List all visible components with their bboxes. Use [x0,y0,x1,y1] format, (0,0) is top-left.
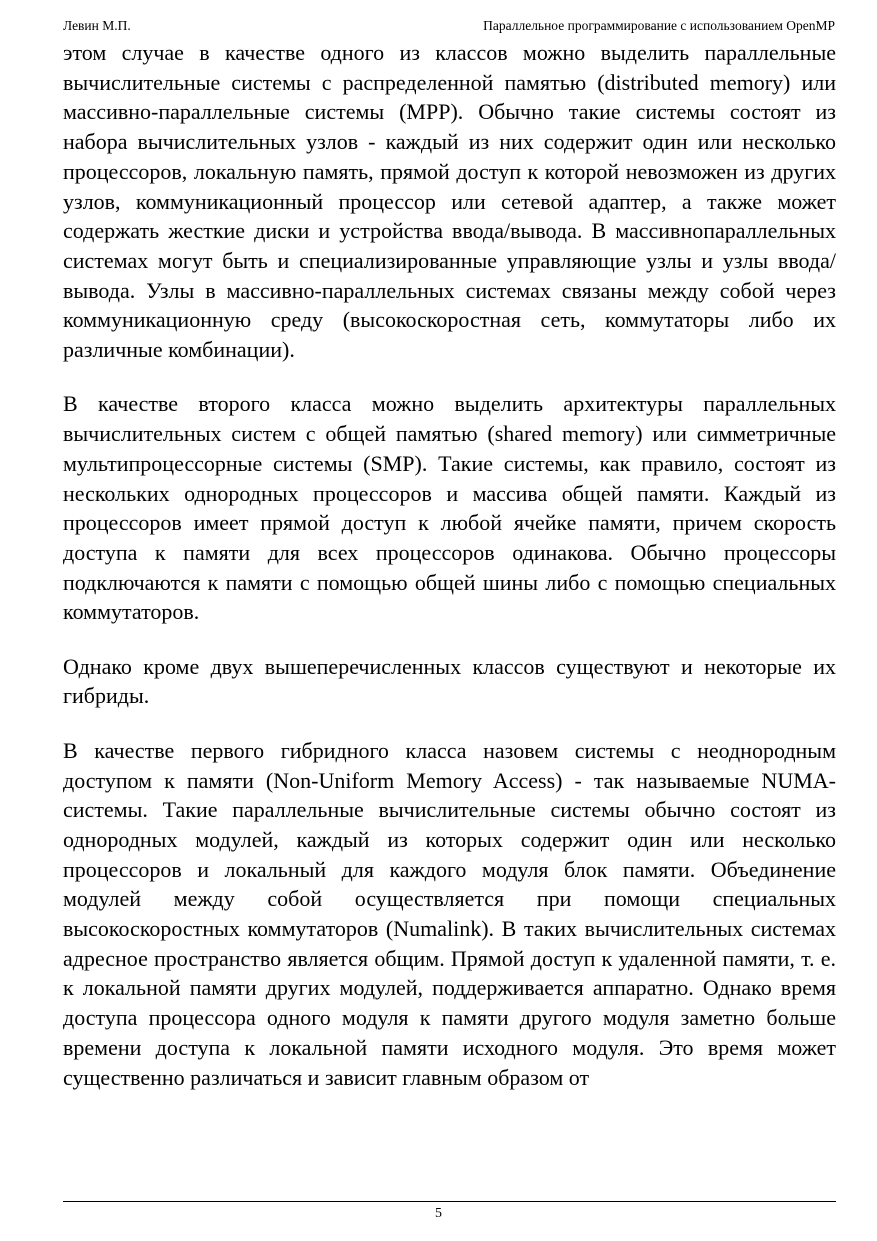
paragraph-distributed-memory: этом случае в качестве одного из классов можно выделить параллельные вычислительные системы с распределенной памятью (distributed memory) или массивно-параллельные системы (MPP). Обычно такие системы состоят из набора вычислительных узлов - каждый из них содержит один или несколько процессоров, локальную память, прямой доступ к которой невозможен из других узлов, коммуникационный процессор или сетевой адаптер, а также может содержать жесткие диски и устройства ввода/вывода. В массивнопараллельных системах могут быть и специализированные управляющие узлы и узлы ввода/вывода. Узлы в массивно-параллельных системах связаны между собой через коммуникационную среду (высокоскоростная сеть, коммутаторы либо их различные комбинации). [63,40,836,363]
paragraph-numa: В качестве первого гибридного класса назовем системы с неоднородным доступом к памяти (Non-Uniform Memory Access) - так называемые NUMA-системы. Такие параллельные вычислительные системы обычно состоят из однородных модулей, каждый из которых содержит один или несколько процессоров и локальный для каждого модуля блок памяти. Объединение модулей между собой осуществляется при помощи специальных высокоскоростных коммутаторов (Numalink). В таких вычислительных системах адресное пространство является общим. Прямой доступ к удаленной памяти, т. е. к локальной памяти других модулей, поддерживается аппаратно. Однако время доступа процессора одного модуля к памяти другого модуля заметно больше времени доступа к локальной памяти исходного модуля. Это время может существенно различаться и зависит главным образом от [63,737,836,1090]
paragraph-shared-memory: В качестве второго класса можно выделить архитектуры параллельных вычислительных систем с общей памятью (shared memory) или симметричные мультипроцессорные системы (SMP). Такие системы, как правило, состоят из нескольких однородных процессоров и массива общей памяти. Каждый из процессоров имеет прямой доступ к любой ячейке памяти, причем скорость доступа к памяти для всех процессоров одинакова. Обычно процессоры подключаются к памяти с помощью общей шины либо с помощью специальных коммутаторов. [63,391,836,625]
paragraph-hybrids: Однако кроме двух вышеперечисленных классов существуют и некоторые их гибриды. [63,653,836,709]
footer-divider [63,1201,836,1202]
page-body [63,38,836,1092]
header-title: Параллельное программирование с использованием OpenMP [483,18,835,33]
page-header [63,16,835,36]
header-author: Левин М.П. [63,18,131,33]
page-number: 5 [435,1206,442,1221]
